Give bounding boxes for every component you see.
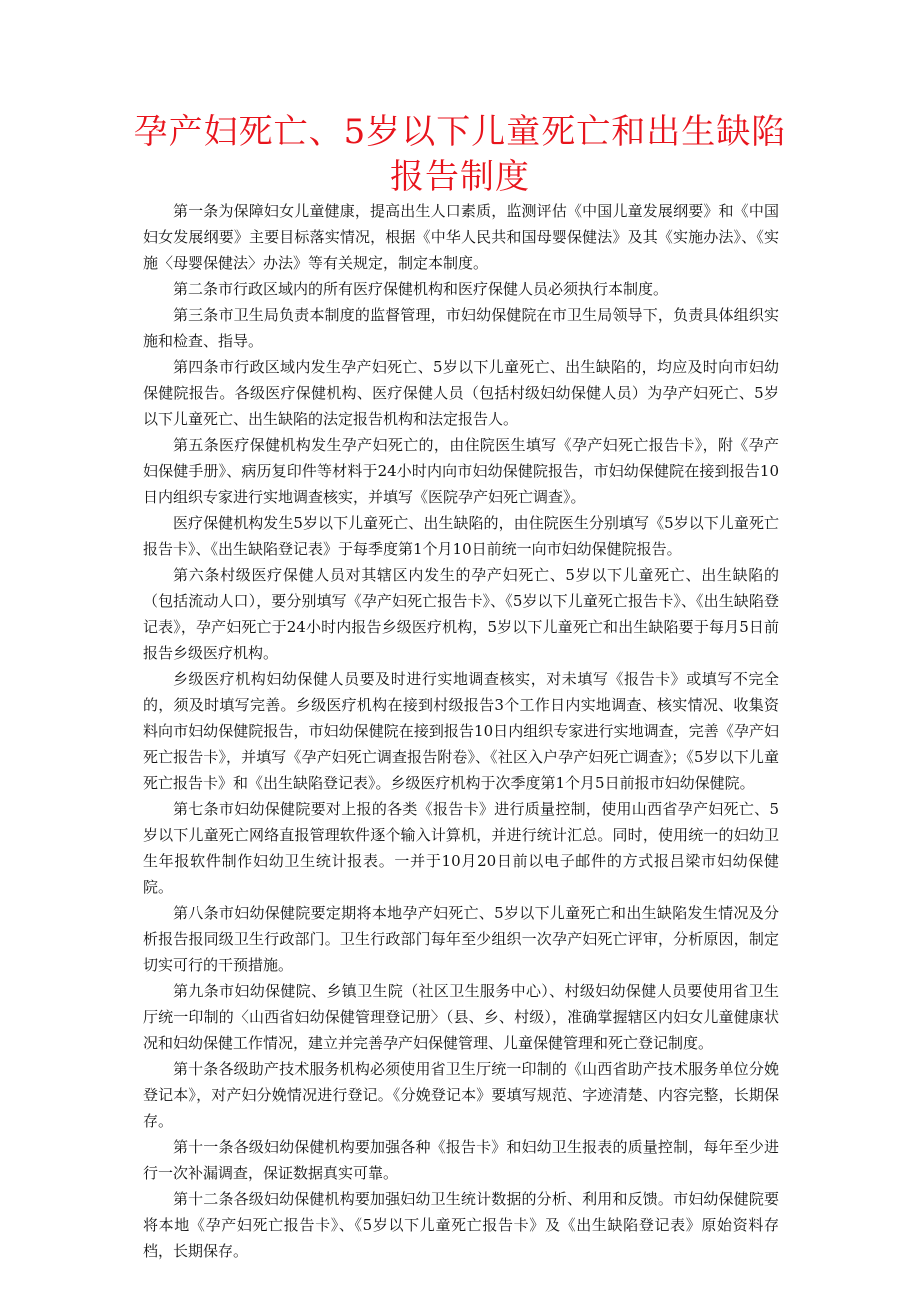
paragraph-article-3: 第三条市卫生局负责本制度的监督管理，市妇幼保健院在市卫生局领导下，负责具体组织实施和检查、指导。 (143, 306, 779, 350)
document-title: 孕产妇死亡、5岁以下儿童死亡和出生缺陷报告制度 (133, 112, 787, 197)
paragraph-article-11: 第十一条各级妇幼保健机构要加强各种《报告卡》和妇幼卫生报表的质量控制，每年至少进行一次补漏调查，保证数据真实可靠。 (143, 1138, 779, 1182)
paragraph-article-7: 第七条市妇幼保健院要对上报的各类《报告卡》进行质量控制，使用山西省孕产妇死亡、5岁以下儿童死亡网络直报管理软件逐个输入计算机，并进行统计汇总。同时，使用统一的妇幼卫生年报软件制作妇幼卫生统计报表。一并于10月20日前以电子邮件的方式报吕梁市妇幼保健院。 (143, 800, 779, 896)
paragraph-article-4: 第四条市行政区域内发生孕产妇死亡、5岁以下儿童死亡、出生缺陷的，均应及时向市妇幼保健院报告。各级医疗保健机构、医疗保健人员（包括村级妇幼保健人员）为孕产妇死亡、5岁以下儿童死亡、出生缺陷的法定报告机构和法定报告人。 (143, 358, 779, 428)
document-body (143, 198, 779, 1264)
paragraph-article-10: 第十条各级助产技术服务机构必须使用省卫生厅统一印制的《山西省助产技术服务单位分娩登记本》，对产妇分娩情况进行登记。《分娩登记本》要填写规范、字迹清楚、内容完整，长期保存。 (143, 1060, 779, 1130)
paragraph-article-6: 第六条村级医疗保健人员对其辖区内发生的孕产妇死亡、5岁以下儿童死亡、出生缺陷的（包括流动人口），要分别填写《孕产妇死亡报告卡》、《5岁以下儿童死亡报告卡》、《出生缺陷登记表》，孕产妇死亡于24小时内报告乡级医疗机构，5岁以下儿童死亡和出生缺陷要于每月5日前报告乡级医疗机构。 (143, 566, 779, 662)
paragraph-article-6-continued: 乡级医疗机构妇幼保健人员要及时进行实地调查核实，对未填写《报告卡》或填写不完全的，须及时填写完善。乡级医疗机构在接到村级报告3个工作日内实地调查、核实情况、收集资料向市妇幼保健院报告，市妇幼保健院在接到报告10日内组织专家进行实地调查，完善《孕产妇死亡报告卡》，并填写《孕产妇死亡调查报告附卷》、《社区入户孕产妇死亡调查》；《5岁以下儿童死亡报告卡》和《出生缺陷登记表》。乡级医疗机构于次季度第1个月5日前报市妇幼保健院。 (143, 670, 779, 792)
paragraph-article-2: 第二条市行政区域内的所有医疗保健机构和医疗保健人员必须执行本制度。 (173, 280, 669, 298)
paragraph-article-12: 第十二条各级妇幼保健机构要加强妇幼卫生统计数据的分析、利用和反馈。市妇幼保健院要将本地《孕产妇死亡报告卡》、《5岁以下儿童死亡报告卡》及《出生缺陷登记表》原始资料存档，长期保存。 (143, 1190, 779, 1260)
paragraph-article-1: 第一条为保障妇女儿童健康，提高出生人口素质，监测评估《中国儿童发展纲要》和《中国妇女发展纲要》主要目标落实情况，根据《中华人民共和国母婴保健法》及其《实施办法》、《实施〈母婴保健法〉办法》等有关规定，制定本制度。 (143, 202, 779, 272)
paragraph-article-5: 第五条医疗保健机构发生孕产妇死亡的，由住院医生填写《孕产妇死亡报告卡》，附《孕产妇保健手册》、病历复印件等材料于24小时内向市妇幼保健院报告，市妇幼保健院在接到报告10日内组织专家进行实地调查核实，并填写《医院孕产妇死亡调查》。 (143, 436, 779, 506)
paragraph-article-9: 第九条市妇幼保健院、乡镇卫生院（社区卫生服务中心）、村级妇幼保健人员要使用省卫生厅统一印制的〈山西省妇幼保健管理登记册〉（县、乡、村级），准确掌握辖区内妇女儿童健康状况和妇幼保健工作情况，建立并完善孕产妇保健管理、儿童保健管理和死亡登记制度。 (143, 982, 779, 1052)
paragraph-article-8: 第八条市妇幼保健院要定期将本地孕产妇死亡、5岁以下儿童死亡和出生缺陷发生情况及分析报告报同级卫生行政部门。卫生行政部门每年至少组织一次孕产妇死亡评审，分析原因，制定切实可行的干预措施。 (143, 904, 779, 974)
paragraph-article-5-continued: 医疗保健机构发生5岁以下儿童死亡、出生缺陷的，由住院医生分别填写《5岁以下儿童死亡报告卡》、《出生缺陷登记表》于每季度第1个月10日前统一向市妇幼保健院报告。 (143, 514, 779, 558)
